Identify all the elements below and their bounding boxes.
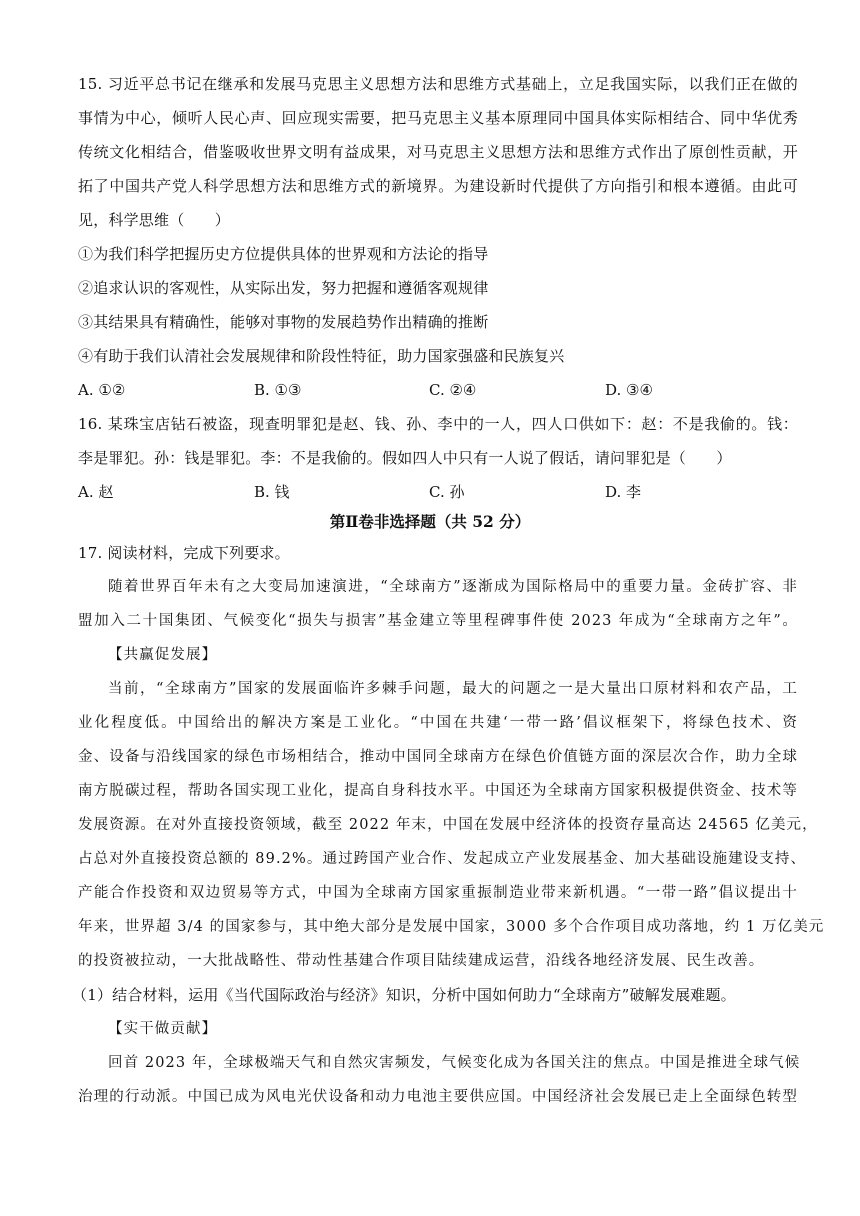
q15-item-2: ②追求认识的客观性，从实际出发，努力把握和遵循客观规律: [78, 279, 489, 297]
section-title: 第Ⅱ卷非选择题（共 52 分）: [329, 512, 531, 531]
q17-para2-line-6: 占总对外直接投资总额的 89.2%。通过跨国产业合作、发起成立产业发展基金、加大基础设施建设支持、: [78, 851, 807, 867]
q16-stem-line-2: 李是罪犯。孙：钱是罪犯。李：不是我偷的。假如四人中只有一人说了假话，请问罪犯是（ ）: [78, 449, 732, 467]
q15-option-c[interactable]: C. ②④: [429, 381, 477, 399]
q17-para2-line-2: 业化程度低。中国给出的解决方案是工业化。“中国在共建‘一带一路’倡议框架下，将绿色技术、资: [78, 715, 798, 731]
q15-item-1: ①为我们科学把握历史方位提供具体的世界观和方法论的指导: [78, 245, 489, 263]
q17-para3-line-1: 回首 2023 年，全球极端天气和自然灾害频发，气候变化成为各国关注的焦点。中国是推进全球气候: [108, 1055, 801, 1071]
q17-para2-line-3: 金、设备与沿线国家的绿色市场相结合，推动中国同全球南方在绿色价值链方面的深层次合作，助力全球: [78, 749, 798, 765]
q15-option-d[interactable]: D. ③④: [605, 381, 653, 399]
q17-para2-line-9: 的投资被拉动，一大批战略性、带动性基建合作项目陆续建成运营，沿线各地经济发展、民生改善。: [78, 953, 765, 969]
q15-stem-line-1: 15. 习近平总书记在继承和发展马克思主义思想方法和思维方式基础上，立足我国实际，以我们正在做的: [78, 75, 798, 93]
q16-option-b[interactable]: B. 钱: [254, 483, 290, 501]
q17-heading-2: 【实干做贡献】: [108, 1021, 218, 1037]
q17-para3-line-2: 治理的行动派。中国已成为风电光伏设备和动力电池主要供应国。中国经济社会发展已走上全面绿色转型: [78, 1089, 798, 1105]
q17-para2-line-8: 年来，世界超 3/4 的国家参与，其中绝大部分是发展中国家，3000 多个合作项目成功落地，约 1 万亿美元: [78, 919, 825, 935]
q16-option-d[interactable]: D. 李: [605, 483, 642, 501]
q17-para1-line-1: 随着世界百年未有之大变局加速演进，“全球南方”逐渐成为国际格局中的重要力量。金砖扩容、非: [108, 579, 798, 595]
q15-item-3: ③其结果具有精确性，能够对事物的发展趋势作出精确的推断: [78, 313, 489, 331]
q16-option-c[interactable]: C. 孙: [429, 483, 465, 501]
q17-para2-line-4: 南方脱碳过程，帮助各国实现工业化，提高自身科技水平。中国还为全球南方国家积极提供资金、技术等: [78, 783, 798, 799]
q15-option-b[interactable]: B. ①③: [254, 381, 302, 399]
q15-item-4: ④有助于我们认清社会发展规律和阶段性特征，助力国家强盛和民族复兴: [78, 347, 565, 365]
q17-intro: 17. 阅读材料，完成下列要求。: [78, 544, 290, 562]
q15-option-a[interactable]: A. ①②: [78, 381, 126, 399]
q16-stem-line-1: 16. 某珠宝店钻石被盗，现查明罪犯是赵、钱、孙、李中的一人，四人口供如下：赵：不是我偷的。钱：: [78, 415, 798, 433]
q15-stem-line-5: 见，科学思维（ ）: [78, 211, 231, 229]
q17-subquestion-1: （1）结合材料，运用《当代国际政治与经济》知识，分析中国如何助力“全球南方”破解发展难题。: [72, 986, 736, 1004]
q17-para2-line-5: 发展资源。在对外直接投资领域，截至 2022 年末，中国在发展中经济体的投资存量高达 24565 亿美元，: [78, 817, 818, 833]
q17-heading-1: 【共赢促发展】: [108, 647, 218, 663]
q15-stem-line-3: 传统文化相结合，借鉴吸收世界文明有益成果，对马克思主义思想方法和思维方式作出了原创性贡献，开: [78, 143, 798, 161]
q17-para2-line-7: 产能合作投资和双边贸易等方式，中国为全球南方国家重振制造业带来新机遇。“一带一路”倡议提出十: [78, 885, 798, 901]
q16-option-a[interactable]: A. 赵: [78, 483, 114, 501]
q17-para2-line-1: 当前，“全球南方”国家的发展面临许多棘手问题，最大的问题之一是大量出口原材料和农产品，工: [108, 681, 798, 697]
q15-stem-line-2: 事情为中心，倾听人民心声、回应现实需要，把马克思主义基本原理同中国具体实际相结合、同中华优秀: [78, 109, 798, 127]
q17-para1-line-2: 盟加入二十国集团、气候变化“损失与损害”基金建立等里程碑事件使 2023 年成为“全球南方之年”。: [78, 613, 798, 629]
q15-stem-line-4: 拓了中国共产党人科学思想方法和思维方式的新境界。为建设新时代提供了方向指引和根本遵循。由此可: [78, 177, 798, 195]
